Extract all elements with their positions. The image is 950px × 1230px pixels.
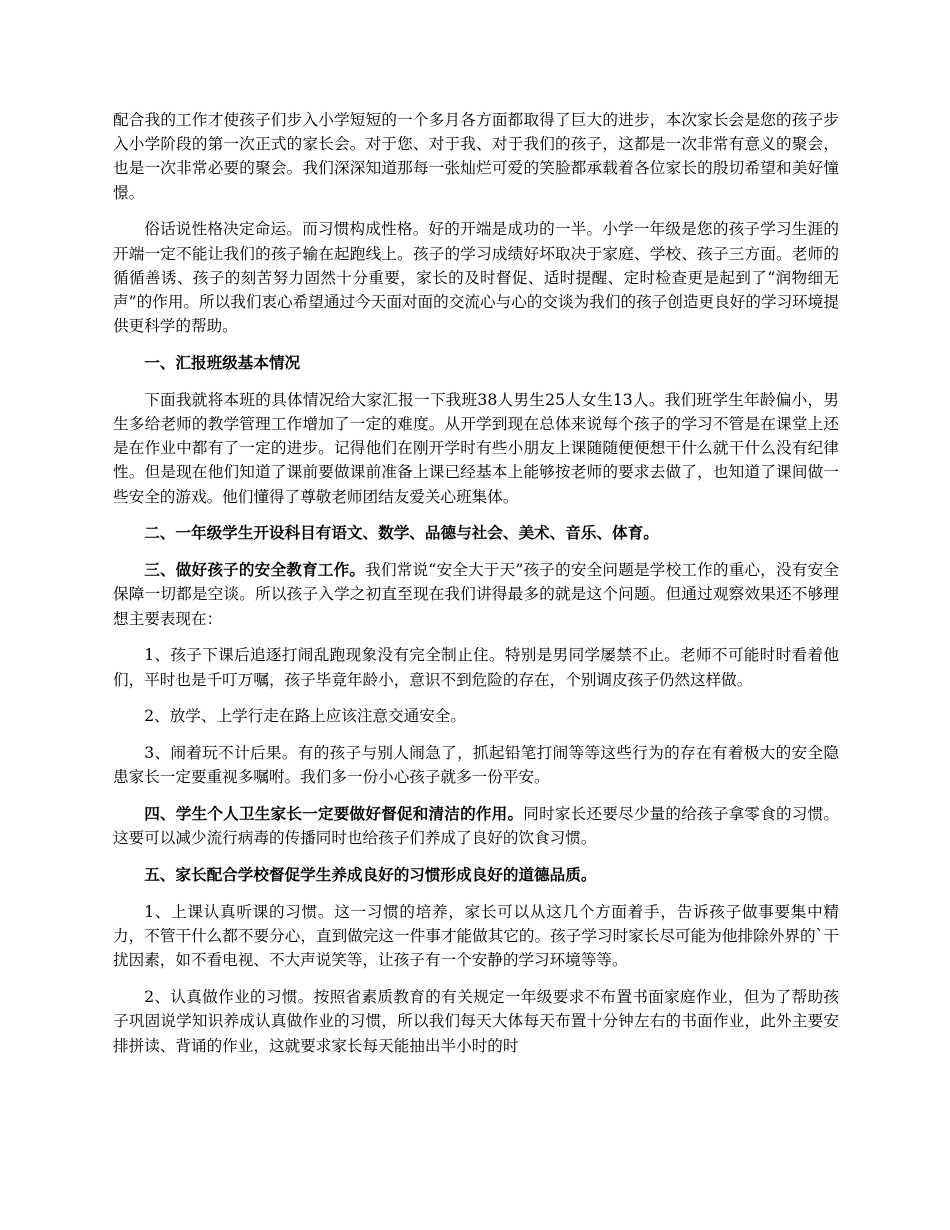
document-body <box>113 108 839 1070</box>
paragraph-habits: 俗话说性格决定命运。而习惯构成性格。好的开端是成功的一半。小学一年级是您的孩子学习生涯的开端一定不能让我们的孩子输在起跑线上。孩子的学习成绩好坏取决于家庭、学校、孩子三方面。老师的循循善诱、孩子的刻苦努力固然十分重要，家长的及时督促、适时提醒、定时检查更是起到了“润物细无声”的作用。所以我们衷心希望通过今天面对面的交流心与心的交谈为我们的孩子创造更良好的学习环境提供更科学的帮助。 <box>113 220 839 336</box>
paragraph-safety <box>113 558 839 631</box>
paragraph-hygiene <box>113 802 839 850</box>
paragraph-safety-item-2: 2、放学、上学行走在路上应该注意交通安全。 <box>144 707 466 726</box>
safety-text: 我们常说“安全大于天”孩子的安全问题是学校工作的重心，没有安全保障一切都是空谈。所以孩子入学之初直至现在我们讲得最多的就是这个问题。但通过观察效果还不够理想主要表现在： <box>113 561 839 628</box>
section-heading-class-status: 一、汇报班级基本情况 <box>144 353 301 373</box>
section-heading-hygiene: 四、学生个人卫生家长一定要做好督促和清洁的作用。 <box>144 804 524 824</box>
section-heading-habits: 五、家长配合学校督促学生养成良好的习惯形成良好的道德品质。 <box>144 865 597 885</box>
paragraph-safety-item-3: 3、闹着玩不计后果。有的孩子与别人闹急了，抓起铅笔打闹等等这些行为的存在有着极大的安全隐患家长一定要重视多嘱咐。我们多一份小心孩子就多一份平安。 <box>113 744 839 787</box>
hygiene-text: 同时家长还要尽少量的给孩子拿零食的习惯。这要可以减少流行病毒的传播同时也给孩子们养成了良好的饮食习惯。 <box>113 805 839 848</box>
paragraph-safety-item-1: 1、孩子下课后追逐打闹乱跑现象没有完全制止住。特别是男同学屡禁不止。老师不可能时时看着他们，平时也是千叮万嘱，孩子毕竟年龄小，意识不到危险的存在，个别调皮孩子仍然这样做。 <box>113 646 839 689</box>
section-heading-safety: 三、做好孩子的安全教育工作。 <box>144 560 366 580</box>
paragraph-habit-listening: 1、上课认真听课的习惯。这一习惯的培养，家长可以从这几个方面着手，告诉孩子做事要集中精力，不管干什么都不要分心，直到做完这一件事才能做其它的。孩子学习时家长尽可能为他排除外界的`干扰因素，如不看电视、不大声说笑等，让孩子有一个安静的学习环境等等。 <box>113 903 839 970</box>
paragraph-class-status: 下面我就将本班的具体情况给大家汇报一下我班38人男生25人女生13人。我们班学生年龄偏小，男生多给老师的教学管理工作增加了一定的难度。从开学到现在总体来说每个孩子的学习不管是在课堂上还是在作业中都有了一定的进步。记得他们在刚开学时有些小朋友上课随随便便想干什么就干什么没有纪律性。但是现在他们知道了课前要做课前准备上课已经基本上能够按老师的要求去做了，也知道了课间做一些安全的游戏。他们懂得了尊敬老师团结友爱关心班集体。 <box>113 390 839 506</box>
paragraph-habit-homework: 2、认真做作业的习惯。按照省素质教育的有关规定一年级要求不布置书面家庭作业，但为了帮助孩子巩固说学知识养成认真做作业的习惯，所以我们每天大体每天布置十分钟左右的书面作业，此外主要安排拼读、背诵的作业，这就要求家长每天能抽出半小时的时 <box>113 988 839 1055</box>
paragraph-opening: 配合我的工作才使孩子们步入小学短短的一个多月各方面都取得了巨大的进步，本次家长会是您的孩子步入小学阶段的第一次正式的家长会。对于您、对于我、对于我们的孩子，这都是一次非常有意义的聚会，也是一次非常必要的聚会。我们深深知道那每一张灿烂可爱的笑脸都承载着各位家长的殷切希望和美好憧憬。 <box>113 111 839 202</box>
section-heading-subjects: 二、一年级学生开设科目有语文、数学、品德与社会、美术、音乐、体育。 <box>144 523 659 543</box>
